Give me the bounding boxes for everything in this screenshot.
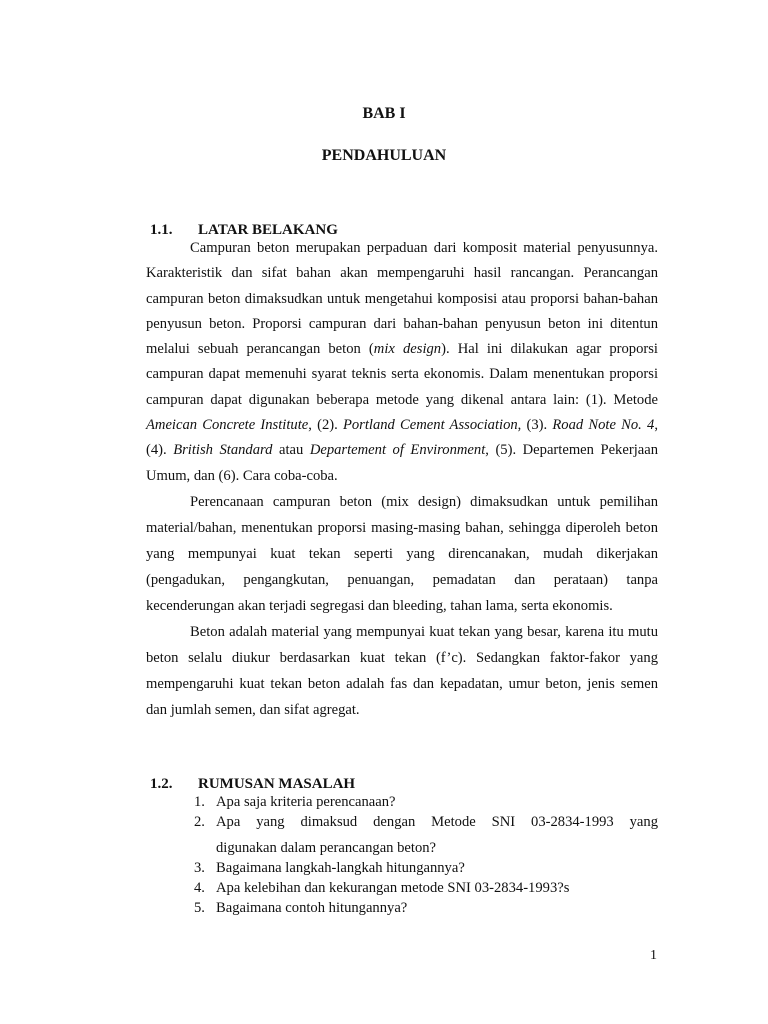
list-item: 2. Apa yang dimaksud dengan Metode SNI 03-2834-1993 yang digunakan dalam perancangan beton? <box>194 814 658 856</box>
italic-term: mix design <box>373 341 442 358</box>
italic-term: British Standard <box>173 442 273 459</box>
text-run: , (5). Departemen Pekerjaan Umum, dan (6). Cara coba-coba. <box>146 442 659 484</box>
paragraph-perencanaan-campuran: Perencanaan campuran beton (mix design) dimaksudkan untuk pemilihan material/bahan, menentukan proporsi masing-masing bahan, sehingga diperoleh beton yang mempunyai kuat tekan seperti yang direncanakan, mudah dikerjakan (pengadukan, pengangkutan, penuangan, pemadatan dan perataan) tanpa kecenderungan akan terjadi segregasi dan bleeding, tahan lama, serta ekonomis. <box>146 493 658 614</box>
section-number: 1.1. <box>150 222 173 238</box>
italic-term: Portland Cement Association <box>342 417 518 434</box>
text-run: , (3). <box>517 417 553 434</box>
section-title: LATAR BELAKANG <box>198 222 338 238</box>
text-run: Campuran beton merupakan perpaduan dari komposit material penyusunnya. Karakteristik dan sifat bahan akan mempengaruhi hasil rancangan. Perancangan campuran beton dimaksudkan untuk mengetahui komposisi atau proporsi bahan-bahan penyusun beton. Proporsi campuran dari bahan-bahan penyusun beton ini ditentun melalui sebuah perancangan beton ( <box>146 240 658 358</box>
section-heading-rumusan-masalah <box>150 776 355 793</box>
section-number: 1.2. <box>150 776 173 792</box>
chapter-label: BAB I <box>362 105 406 122</box>
text-run: , (2). <box>308 417 343 434</box>
section-body-latar-belakang <box>146 236 658 723</box>
problem-list <box>194 792 658 918</box>
paragraph-campuran-beton <box>146 236 658 489</box>
list-item: 5. Bagaimana contoh hitungannya? <box>194 900 408 916</box>
chapter-title: PENDAHULUAN <box>321 147 447 164</box>
italic-term: Departement of Environment <box>309 442 486 459</box>
list-item: 4. Apa kelebihan dan kekurangan metode SNI 03-2834-1993?s <box>194 880 570 896</box>
italic-term: Road Note No. 4 <box>552 417 655 434</box>
list-item: 1. Apa saja kriteria perencanaan? <box>194 794 396 810</box>
paragraph-beton-material: Beton adalah material yang mempunyai kuat tekan yang besar, karena itu mutu beton selalu diukur berdasarkan kuat tekan (f’c). Sedangkan faktor-fakor yang mempengaruhi kuat tekan beton adalah fas dan kepadatan, umur beton, jenis semen dan jumlah semen, dan sifat agregat. <box>146 623 658 718</box>
list-item: 3. Bagaimana langkah-langkah hitungannya? <box>194 860 465 876</box>
italic-term: Ameican Concrete Institute <box>146 417 309 434</box>
text-run: , (4). <box>146 417 658 459</box>
text-run: ). Hal ini dilakukan agar proporsi campuran dapat memenuhi syarat teknis serta ekonomis. Dalam menentukan proporsi campuran dapat digunakan beberapa metode yang dikenal antara lain: (1). Metode <box>146 341 658 408</box>
page-number: 1 <box>650 948 657 963</box>
text-run: atau <box>272 442 310 459</box>
section-title: RUMUSAN MASALAH <box>198 776 356 792</box>
